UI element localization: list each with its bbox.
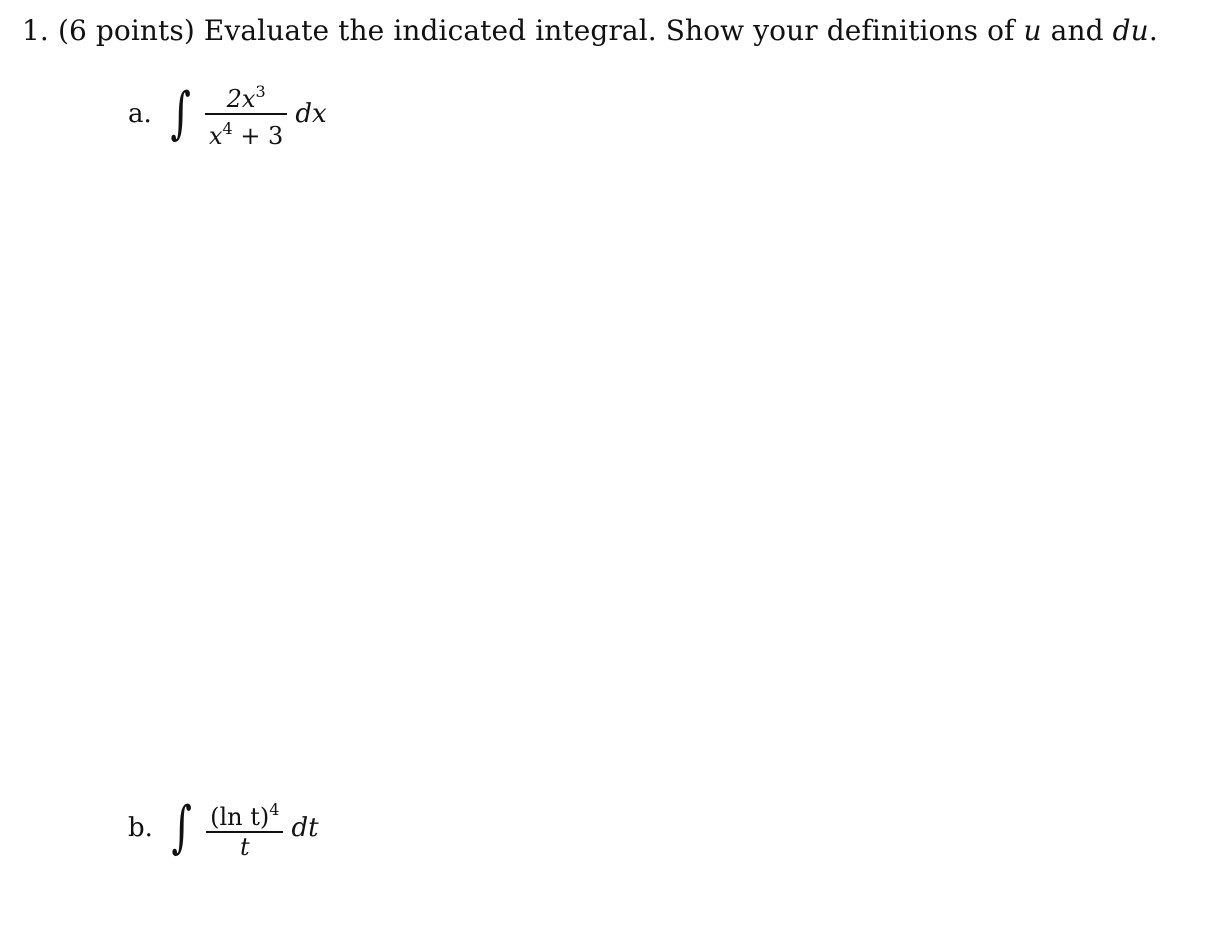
denominator: $x^4 + 3$: [208, 118, 284, 150]
part-b: [128, 796, 319, 861]
differential: dx: [295, 98, 327, 129]
question-points: (6 points): [57, 14, 195, 47]
part-a: [128, 78, 327, 150]
denominator: t: [239, 832, 250, 861]
variable-du: du: [1112, 14, 1149, 47]
part-a-label: a.: [128, 98, 152, 129]
integral-sign: ∫: [171, 795, 192, 861]
question-period: .: [1148, 14, 1158, 47]
part-b-label: b.: [128, 813, 153, 844]
differential: dt: [291, 813, 319, 844]
fraction: [205, 78, 287, 150]
numerator: $2x^3$: [226, 82, 266, 113]
question-text: Evaluate the indicated integral. Show your definitions of: [203, 14, 1015, 47]
question-prompt: [22, 12, 1158, 50]
question-and: and: [1050, 14, 1104, 47]
variable-u: u: [1023, 14, 1042, 47]
fraction: [206, 796, 283, 861]
numerator: (ln t)$^4$: [210, 800, 280, 831]
integral-sign: ∫: [170, 80, 191, 146]
question-number: 1.: [22, 14, 49, 47]
